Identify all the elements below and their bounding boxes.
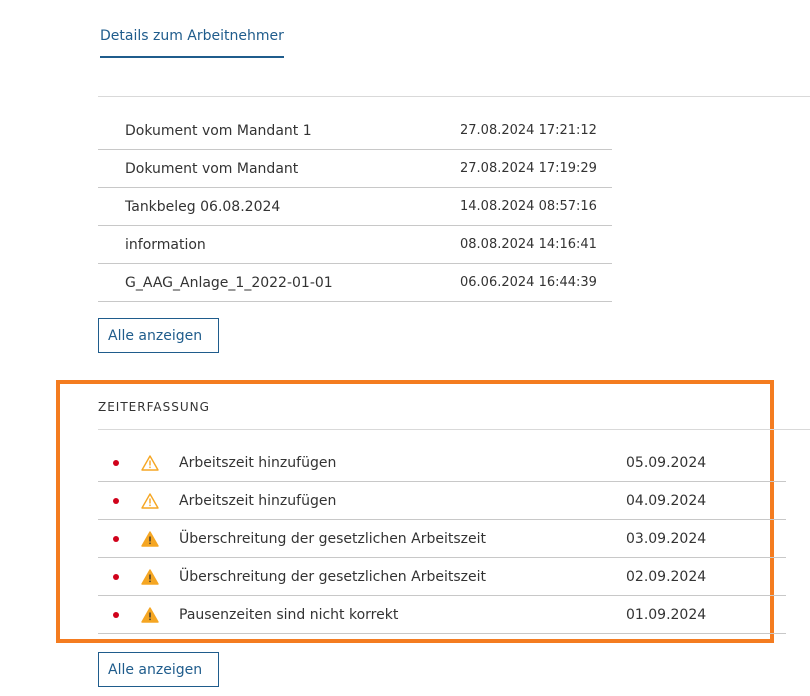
zeiterfassung-show-all-button[interactable]: Alle anzeigen: [98, 652, 219, 687]
zeiterfassung-date: 04.09.2024: [626, 492, 707, 509]
zeiterfassung-title: ZEITERFASSUNG: [98, 400, 210, 414]
divider: [98, 429, 810, 430]
document-name: information: [125, 236, 206, 253]
status-dot: [113, 612, 119, 618]
warning-outline-icon: [141, 455, 159, 471]
divider: [98, 96, 810, 97]
document-row[interactable]: [98, 150, 612, 188]
document-row[interactable]: [98, 264, 612, 302]
document-date: 14.08.2024 08:57:16: [460, 199, 597, 214]
status-dot: [113, 536, 119, 542]
warning-filled-icon: [141, 607, 159, 623]
document-date: 27.08.2024 17:19:29: [460, 161, 597, 176]
documents-show-all-button[interactable]: Alle anzeigen: [98, 318, 219, 353]
status-dot: [113, 498, 119, 504]
zeiterfassung-row[interactable]: [98, 596, 786, 634]
zeiterfassung-row[interactable]: [98, 558, 786, 596]
document-name: Tankbeleg 06.08.2024: [125, 198, 281, 215]
zeiterfassung-list: [98, 444, 786, 634]
document-date: 27.08.2024 17:21:12: [460, 123, 597, 138]
document-row[interactable]: [98, 226, 612, 264]
status-dot: [113, 460, 119, 466]
document-row[interactable]: [98, 112, 612, 150]
zeiterfassung-label: Pausenzeiten sind nicht korrekt: [179, 606, 399, 623]
zeiterfassung-label: Arbeitszeit hinzufügen: [179, 492, 337, 509]
warning-outline-icon: [141, 493, 159, 509]
document-row[interactable]: [98, 188, 612, 226]
zeiterfassung-date: 05.09.2024: [626, 454, 707, 471]
zeiterfassung-row[interactable]: [98, 444, 786, 482]
zeiterfassung-label: Überschreitung der gesetzlichen Arbeitszeit: [179, 530, 486, 547]
zeiterfassung-date: 02.09.2024: [626, 568, 707, 585]
document-date: 08.08.2024 14:16:41: [460, 237, 597, 252]
zeiterfassung-row[interactable]: [98, 482, 786, 520]
document-name: Dokument vom Mandant: [125, 160, 299, 177]
document-name: G_AAG_Anlage_1_2022-01-01: [125, 274, 333, 291]
tab-details-arbeitnehmer[interactable]: Details zum Arbeitnehmer: [100, 28, 284, 58]
documents-list: [98, 112, 612, 302]
zeiterfassung-label: Überschreitung der gesetzlichen Arbeitszeit: [179, 568, 486, 585]
zeiterfassung-row[interactable]: [98, 520, 786, 558]
document-name: Dokument vom Mandant 1: [125, 122, 312, 139]
document-date: 06.06.2024 16:44:39: [460, 275, 597, 290]
zeiterfassung-date: 03.09.2024: [626, 530, 707, 547]
zeiterfassung-date: 01.09.2024: [626, 606, 707, 623]
status-dot: [113, 574, 119, 580]
zeiterfassung-label: Arbeitszeit hinzufügen: [179, 454, 337, 471]
warning-filled-icon: [141, 569, 159, 585]
warning-filled-icon: [141, 531, 159, 547]
